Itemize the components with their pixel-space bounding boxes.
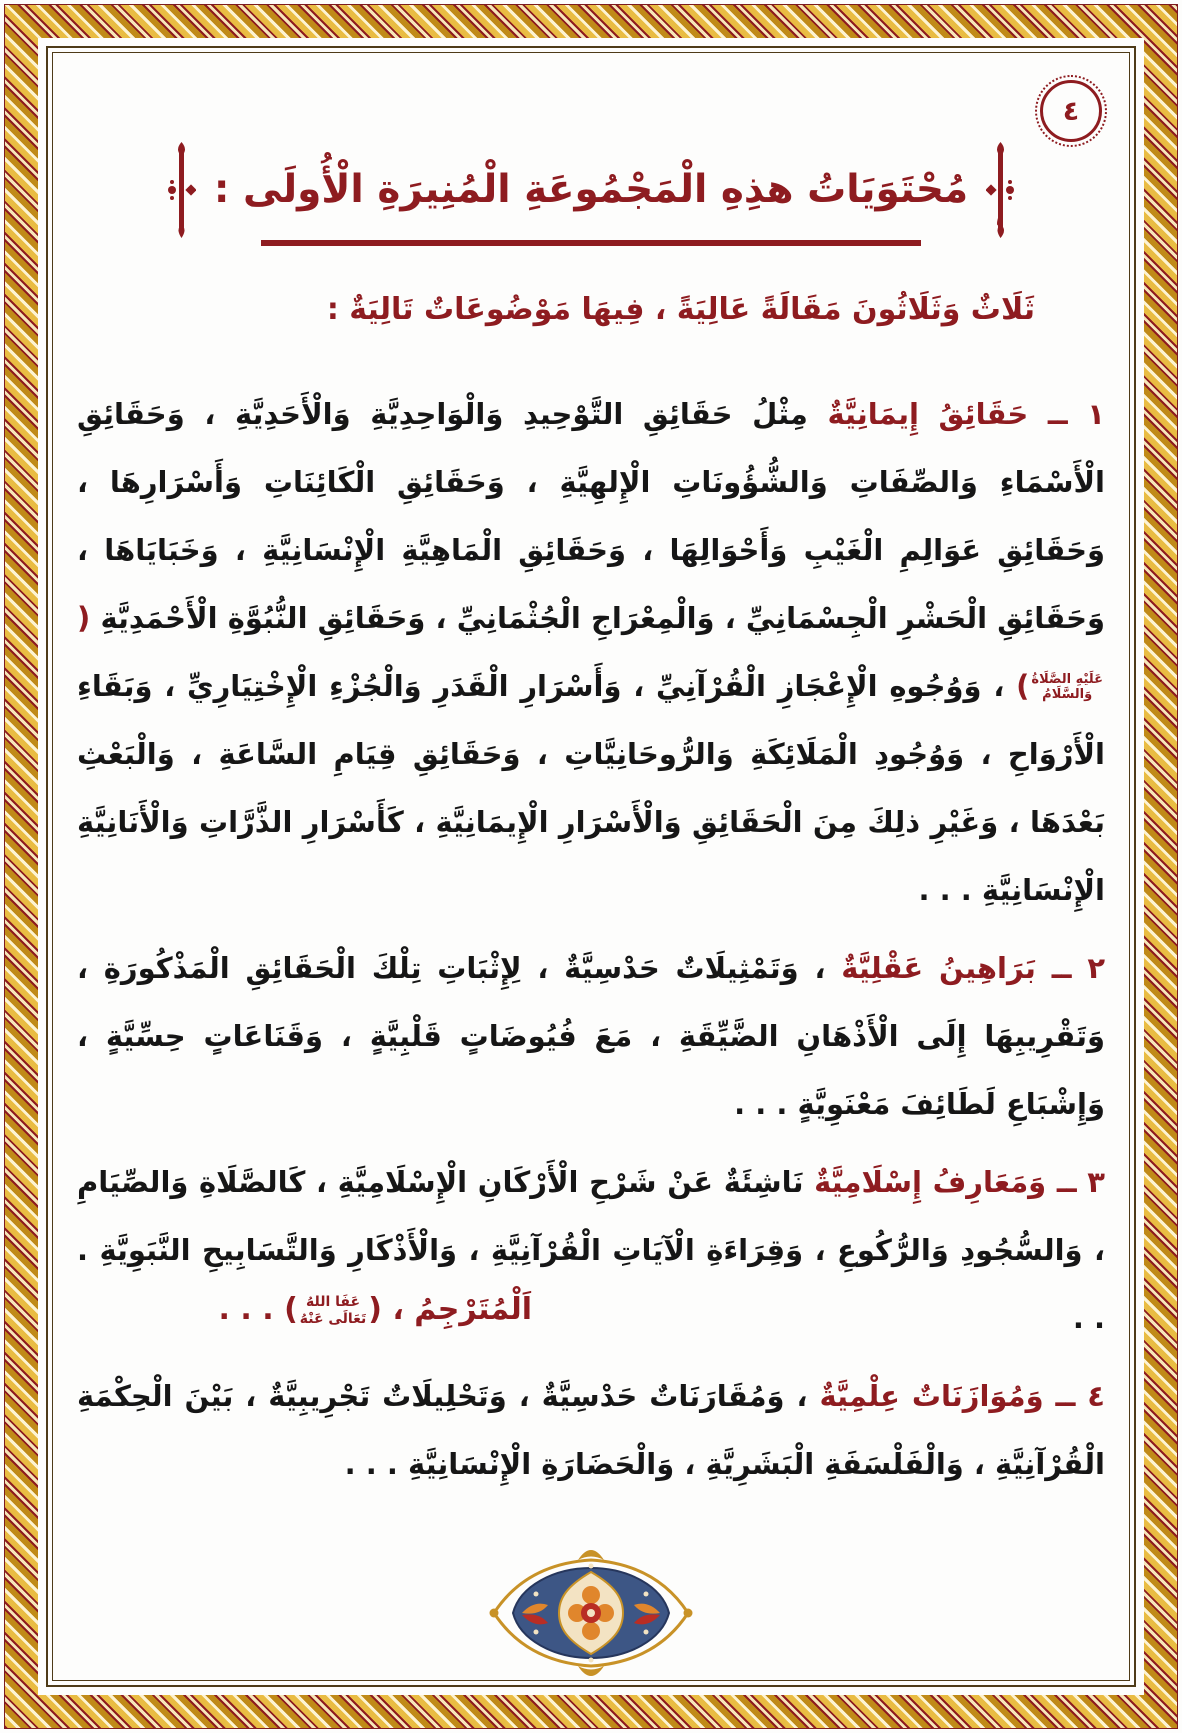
honorific-paren-open: ( — [77, 601, 91, 635]
title-bracket-ornament-right — [986, 142, 1016, 238]
item-1-number: ١ ــ — [1047, 397, 1105, 431]
list-item-1 — [77, 380, 1105, 924]
page-title: مُحْتَوَيَاتُ هذِهِ الْمَجْمُوعَةِ الْمُنِيرَةِ الْأُولَى : — [213, 166, 969, 212]
signature-seal-line-1: عَفَا اللهُ — [306, 1294, 361, 1311]
item-4-text: ، وَمُقَارَنَاتٌ حَدْسِيَّةٌ ، وَتَحْلِيلَاتٌ تَجْرِيبِيَّةٌ ، بَيْنَ الْحِكْمَةِ الْقُرْآنِيَّةِ ، وَالْفَلْسَفَةِ الْبَشَرِيَّةِ ، وَالْحَضَارَةِ الْإِنْسَانِيَّةِ . . . — [77, 1379, 1105, 1481]
honorific-line-2: وَالسَّلَامُ — [1042, 687, 1093, 702]
page-number-medallion — [1040, 80, 1102, 142]
page-number: ٤ — [1062, 95, 1080, 127]
honorific-seal — [1031, 673, 1103, 703]
honorific-paren-close: ) — [1016, 669, 1030, 703]
item-1-text-a: مِثْلُ حَقَائِقِ التَّوْحِيدِ وَالْوَاحِدِيَّةِ وَالْأَحَدِيَّةِ ، وَحَقَائِقِ الْأَسْمَاءِ وَالصِّفَاتِ وَالشُّؤُونَاتِ الْإِلهِيَّةِ ، وَحَقَائِقِ الْكَائِنَاتِ وَأَسْرَارِهَا ، وَحَقَائِقِ عَوَالِمِ الْغَيْبِ وَأَحْوَالِهَا ، وَحَقَائِقِ الْمَاهِيَّةِ الْإِنْسَانِيَّةِ ، وَخَبَايَاهَا ، وَحَقَائِقِ الْحَشْرِ الْجِسْمَانِيِّ ، وَالْمِعْرَاجِ الْجُثْمَانِيِّ ، وَحَقَائِقِ النُّبُوَّةِ الْأَحْمَدِيَّةِ — [77, 397, 1105, 635]
item-2-number: ٢ ــ — [1051, 951, 1106, 985]
item-3-text: نَاشِئَةٌ عَنْ شَرْحِ الْأَرْكَانِ الْإِسْلَامِيَّةِ ، كَالصَّلَاةِ وَالصِّيَامِ ، وَالسُّجُودِ وَالرُّكُوعِ ، وَقِرَاءَةِ الْآيَاتِ الْقُرْآنِيَّةِ ، وَالْأَذْكَارِ وَالتَّسَابِيحِ النَّبَوِيَّةِ . . . — [77, 1165, 1105, 1335]
item-2-text: ، وَتَمْثِيلَاتٌ حَدْسِيَّةٌ ، لِإِثْبَاتِ تِلْكَ الْحَقَائِقِ الْمَذْكُورَةِ ، وَتَقْرِيبِهَا إِلَى الْأَذْهَانِ الضَّيِّقَةِ ، مَعَ فُيُوضَاتٍ قَلْبِيَّةٍ ، وَقَنَاعَاتٍ حِسِّيَّةٍ ، وَإِشْبَاعِ لَطَائِفَ مَعْنَوِيَّةٍ . . . — [77, 951, 1105, 1121]
bottom-floral-medallion-icon — [486, 1538, 696, 1692]
item-4-keyword: وَمُوَازَنَاتٌ عِلْمِيَّةٌ — [819, 1379, 1044, 1413]
translator-signature — [219, 1278, 532, 1342]
translator-label: اَلْمُتَرْجِمُ ، — [392, 1292, 532, 1327]
item-1-keyword: حَقَائِقُ إِيمَانِيَّةٌ — [827, 397, 1029, 431]
title-bracket-ornament-left — [166, 142, 196, 238]
item-4-number: ٤ ــ — [1055, 1379, 1105, 1413]
item-2-keyword: بَرَاهِينُ عَقْلِيَّةٌ — [841, 951, 1036, 985]
signature-seal — [300, 1294, 366, 1326]
item-3-number: ٣ ــ — [1056, 1165, 1105, 1199]
list-item-4 — [77, 1362, 1105, 1498]
signature-dots: . . . — [218, 1292, 274, 1327]
signature-paren-open: ( — [368, 1292, 382, 1327]
item-3-keyword: وَمَعَارِفُ إِسْلَامِيَّةٌ — [814, 1165, 1047, 1199]
title-row — [0, 142, 1182, 238]
item-1-text-b: ، وَوُجُوهِ الْإِعْجَازِ الْقُرْآنِيِّ ، وَأَسْرَارِ الْقَدَرِ وَالْجُزْءِ الْإِخْتِيَارِيِّ ، وَبَقَاءِ الْأَرْوَاحِ ، وَوُجُودِ الْمَلَائِكَةِ وَالرُّوحَانِيَّاتِ ، وَحَقَائِقِ قِيَامِ السَّاعَةِ ، وَالْبَعْثِ بَعْدَهَا ، وَغَيْرِ ذلِكَ مِنَ الْحَقَائِقِ وَالْأَسْرَارِ الْإِيمَانِيَّةِ ، كَأَسْرَارِ الذَّرَّاتِ وَالْأَنَانِيَّةِ الْإِنْسَانِيَّةِ . . . — [77, 669, 1105, 907]
title-underline — [261, 240, 921, 246]
list-item-2 — [77, 934, 1105, 1138]
honorific-line-1: عَلَيْهِ الصَّلَاةُ — [1031, 672, 1103, 688]
signature-paren-close: ) — [284, 1292, 298, 1327]
signature-seal-line-2: تَعَالَى عَنْهُ — [299, 1310, 367, 1327]
intro-line: ثَلَاثٌ وَثَلَاثُونَ مَقَالَةً عَالِيَةً ، فِيهَا مَوْضُوعَاتٌ تَالِيَةٌ : — [326, 292, 1035, 327]
